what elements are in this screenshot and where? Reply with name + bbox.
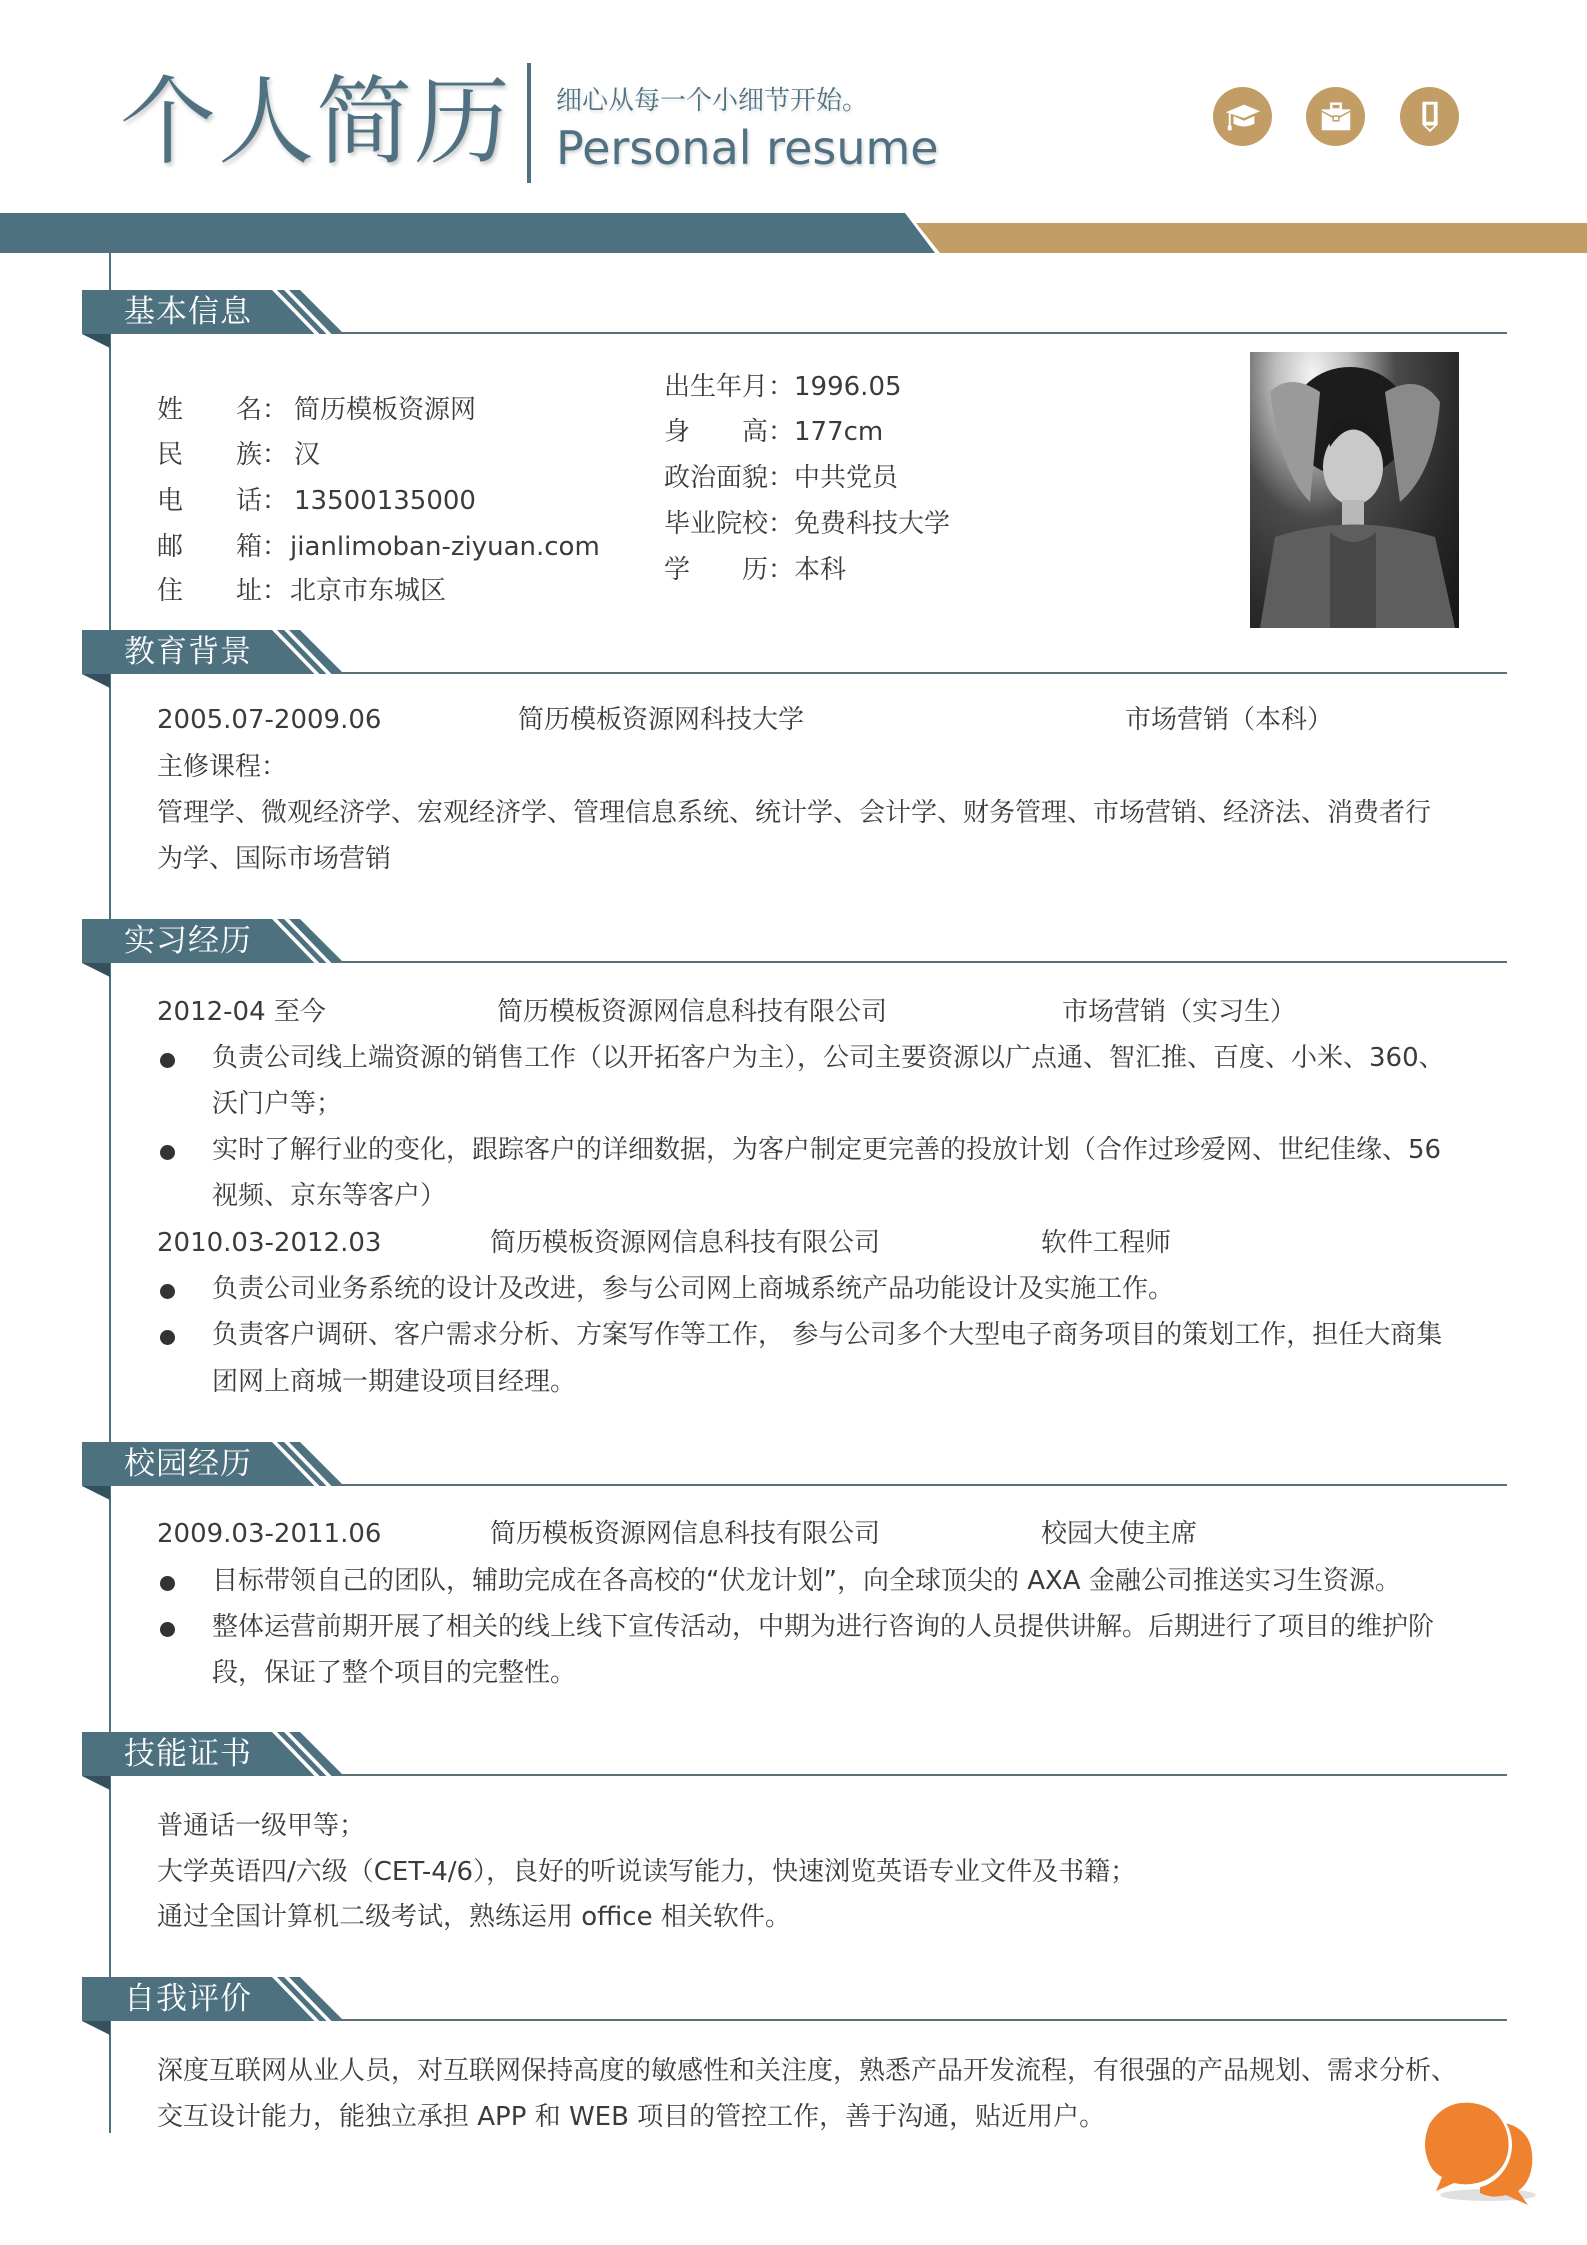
self-line: 深度互联网从业人员，对互联网保持高度的敏感性和关注度，熟悉产品开发流程，有很强的产品规划、需求分析、 — [157, 2056, 1458, 2086]
field-label: 族： — [236, 440, 289, 470]
bullet-icon — [160, 1576, 175, 1591]
campus-role: 校园大使主席 — [1041, 1519, 1198, 1549]
field-label: 址： — [236, 576, 289, 606]
field-value-email: jianlimoban-ziyuan.com — [290, 532, 600, 562]
skill-line: 大学英语四/六级（CET-4/6），良好的听说读写能力，快速浏览英语专业文件及书籍； — [157, 1857, 1137, 1887]
field-label: 姓 — [157, 395, 184, 425]
section-title: 教育背景 — [124, 634, 252, 670]
self-line: 交互设计能力，能独立承担 APP 和 WEB 项目的管控工作，善于沟通，贴近用户。 — [157, 2102, 1106, 2132]
bullet-icon — [160, 1053, 175, 1068]
skill-line: 通过全国计算机二级考试，熟练运用 office 相关软件。 — [157, 1902, 791, 1932]
field-value-phone: 13500135000 — [294, 486, 476, 516]
field-label: 箱： — [236, 532, 289, 562]
bullet-icon — [160, 1330, 175, 1345]
job-company: 简历模板资源网信息科技有限公司 — [497, 997, 888, 1027]
campus-duty-cont: 段，保证了整个项目的完整性。 — [212, 1658, 577, 1688]
job-period: 2012-04 至今 — [157, 997, 326, 1027]
campus-company: 简历模板资源网信息科技有限公司 — [490, 1519, 881, 1549]
profile-photo — [1250, 352, 1459, 628]
job-duty-cont: 沃门户等； — [212, 1089, 343, 1119]
field-birth: 出生年月：1996.05 — [664, 372, 902, 402]
job-company: 简历模板资源网信息科技有限公司 — [490, 1228, 881, 1258]
bullet-icon — [160, 1145, 175, 1160]
edu-courses-cont: 为学、国际市场营销 — [157, 844, 392, 874]
title-divider — [527, 63, 531, 183]
field-political: 政治面貌：中共党员 — [664, 463, 899, 493]
job-role: 市场营销（实习生） — [1062, 997, 1297, 1027]
campus-duty: 整体运营前期开展了相关的线上线下宣传活动，中期为进行咨询的人员提供讲解。后期进行了项目的维护阶 — [212, 1612, 1435, 1642]
pencil-icon — [1400, 87, 1459, 146]
header-band-accent — [916, 223, 1587, 253]
chat-bubbles-icon — [1410, 2095, 1550, 2205]
field-value-address: 北京市东城区 — [290, 576, 447, 606]
field-value-name: 简历模板资源网 — [294, 395, 477, 425]
job-role: 软件工程师 — [1041, 1228, 1172, 1258]
job-duty-cont: 视频、京东等客户） — [212, 1181, 447, 1211]
resume-title-en: Personal resume — [556, 121, 939, 175]
campus-period: 2009.03-2011.06 — [157, 1519, 382, 1549]
field-label: 邮 — [157, 532, 184, 562]
section-title: 自我评价 — [124, 1981, 252, 2017]
job-duty: 实时了解行业的变化，跟踪客户的详细数据，为客户制定更完善的投放计划（合作过珍爱网、世纪佳缘、56 — [212, 1135, 1442, 1165]
job-duty: 负责客户调研、客户需求分析、方案写作等工作， 参与公司多个大型电子商务项目的策划工作，担任大商集 — [212, 1320, 1443, 1350]
section-header-self — [82, 1977, 1507, 2025]
edu-courses-label: 主修课程： — [157, 752, 288, 782]
section-header-basic — [82, 290, 1507, 338]
campus-duty: 目标带领自己的团队，辅助完成在各高校的“伏龙计划”，向全球顶尖的 AXA 金融公司推送实习生资源。 — [212, 1566, 1401, 1596]
section-title: 技能证书 — [124, 1736, 252, 1772]
field-degree: 学 历：本科 — [664, 555, 847, 585]
resume-title: 个人简历 — [120, 66, 512, 178]
section-header-education — [82, 630, 1507, 678]
header-band-primary — [0, 213, 935, 253]
edu-courses: 管理学、微观经济学、宏观经济学、管理信息系统、统计学、会计学、财务管理、市场营销、经济法、消费者行 — [157, 798, 1432, 828]
job-duty-cont: 团网上商城一期建设项目经理。 — [212, 1367, 577, 1397]
section-title: 实习经历 — [124, 923, 252, 959]
timeline-spine — [109, 253, 111, 2133]
section-header-skills — [82, 1732, 1507, 1780]
field-height: 身 高：177cm — [664, 417, 884, 447]
edu-period: 2005.07-2009.06 — [157, 705, 382, 735]
field-label: 名： — [236, 395, 289, 425]
section-title: 基本信息 — [124, 294, 252, 330]
job-duty: 负责公司线上端资源的销售工作（以开拓客户为主），公司主要资源以广点通、智汇推、百度、小米、360、 — [212, 1043, 1445, 1073]
bullet-icon — [160, 1622, 175, 1637]
field-school: 毕业院校：免费科技大学 — [664, 509, 951, 539]
skill-line: 普通话一级甲等； — [157, 1811, 366, 1841]
briefcase-icon — [1306, 87, 1365, 146]
section-header-campus — [82, 1442, 1507, 1490]
edu-school: 简历模板资源网科技大学 — [518, 705, 805, 735]
section-title: 校园经历 — [124, 1446, 252, 1482]
slogan: 细心从每一个小细节开始。 — [556, 86, 869, 116]
edu-major: 市场营销（本科） — [1125, 705, 1334, 735]
job-period: 2010.03-2012.03 — [157, 1228, 382, 1258]
field-value-ethnicity: 汉 — [294, 440, 321, 470]
field-label: 住 — [157, 576, 184, 606]
job-duty: 负责公司业务系统的设计及改进，参与公司网上商城系统产品功能设计及实施工作。 — [212, 1274, 1175, 1304]
field-label: 电 — [157, 486, 184, 516]
graduation-cap-icon — [1213, 87, 1272, 146]
portrait-icon — [1250, 352, 1459, 628]
bullet-icon — [160, 1284, 175, 1299]
field-label: 民 — [157, 440, 184, 470]
section-header-internship — [82, 919, 1507, 967]
field-label: 话： — [236, 486, 289, 516]
